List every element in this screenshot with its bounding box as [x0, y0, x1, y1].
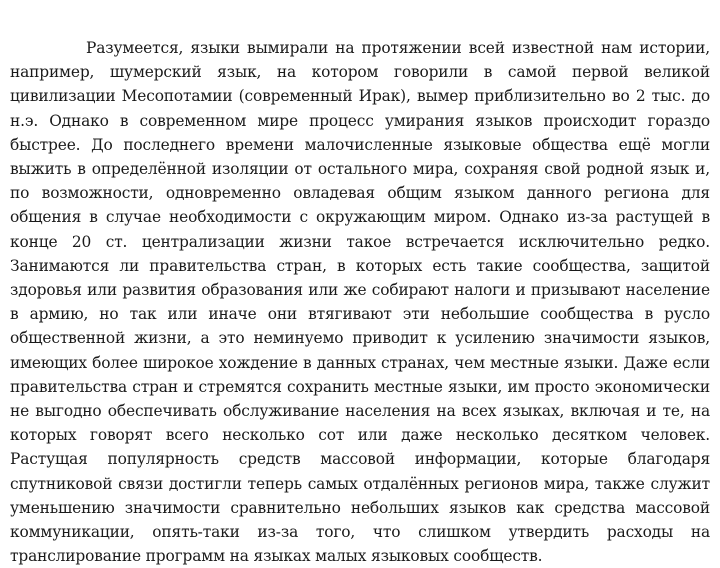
- body-paragraph: Разумеется, языки вымирали на протяжении всей известной нам истории, например, шумерский язык, на котором говорили в самой первой великой цивилизации Месопотамии (современный Ирак), вымер приблизительно во 2 тыс. до н.э. Однако в современном мире процесс умирания языков происходит гораздо быстрее. До последнего времени малочисленные языковые общества ещё могли выжить в определённой изоляции от остального мира, сохраняя свой родной язык и, по возможности, одновременно овладевая общим языком данного региона для общения в случае необходимости с окружающим миром. Однако из-за растущей в конце 20 ст. централизации жизни такое встречается исключительно редко. Занимаются ли правительства стран, в которых есть такие сообщества, защитой здоровья или развития образования или же собирают налоги и призывают население в армию, но так или иначе они втягивают эти небольшие сообщества в русло общественной жизни, а это неминуемо приводит к усилению значимости языков, имеющих более широкое хождение в данных странах, чем местные языки. Даже если правительства стран и стремятся сохранить местные языки, им просто экономически не выгодно обеспечивать обслуживание населения на всех языках, включая и те, на которых говорят всего несколько сот или даже несколько десятком человек. Растущая популярность средств массовой информации, которые благодаря спутниковой связи достигли теперь самых отдалённых регионов мира, также служит уменьшению значимости сравнительно небольших языков как средства массовой коммуникации, опять-таки из-за того, что слишком утвердить расходы на транслирование программ на языках малых языковых сообществ.: [10, 39, 710, 566]
